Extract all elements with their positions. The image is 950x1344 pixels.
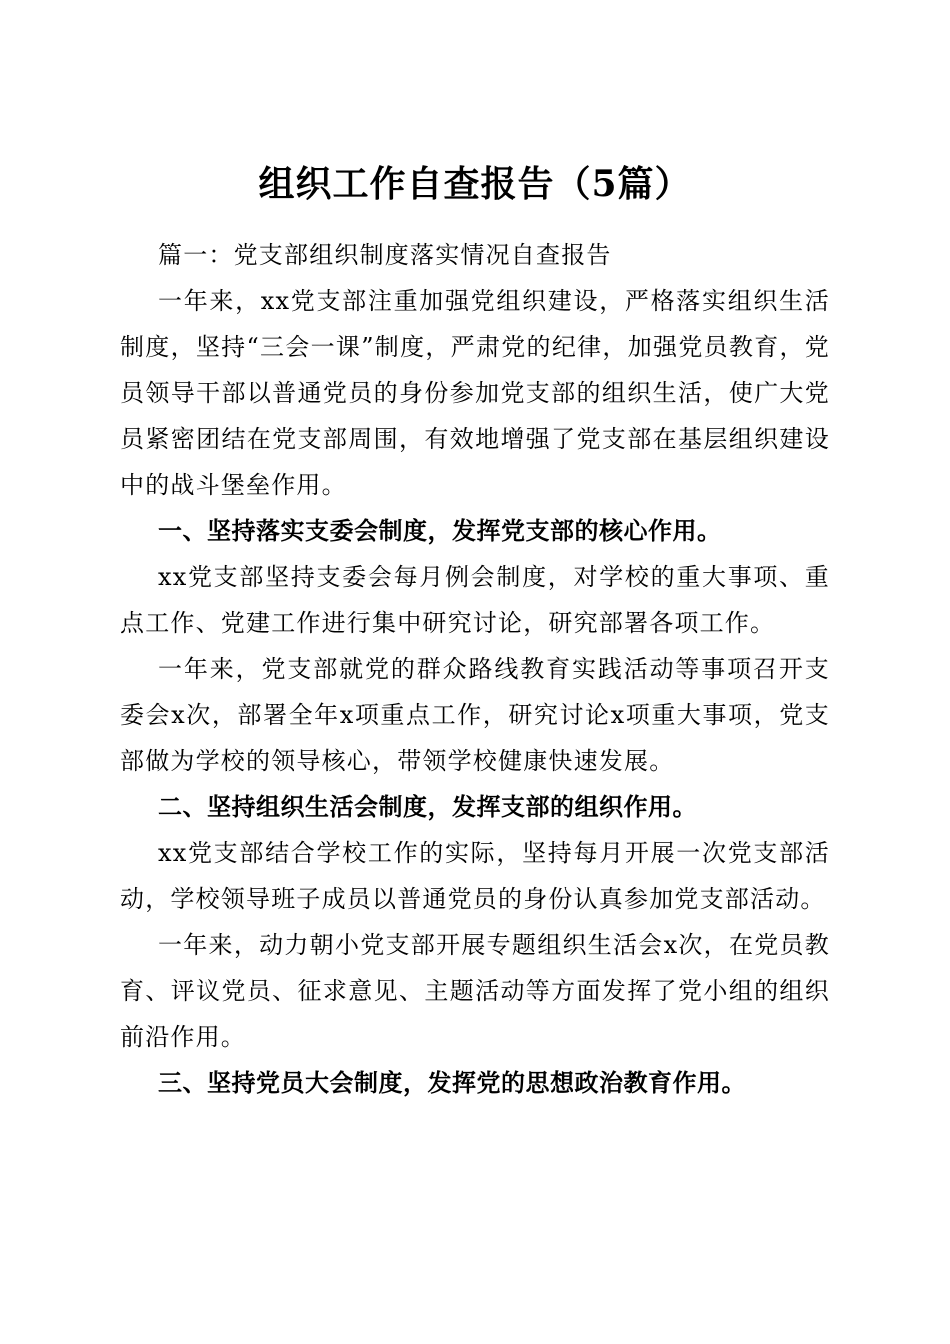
body-paragraph: 一年来，xx党支部注重加强党组织建设，严格落实组织生活制度，坚持“三会一课”制度，严肃党的纪律，加强党员教育，党员领导干部以普通党员的身份参加党支部的组织生活，使广大党员紧密团结在党支部周围，有效地增强了党支部在基层组织建设中的战斗堡垒作用。 <box>120 287 830 499</box>
document-body <box>120 232 830 1106</box>
document-title: 组织工作自查报告（5篇） <box>258 163 692 206</box>
body-paragraph: 一年来，动力朝小党支部开展专题组织生活会x次，在党员教育、评议党员、征求意见、主题活动等方面发挥了党小组的组织前沿作用。 <box>120 931 830 1051</box>
section-heading: 三、坚持党员大会制度，发挥党的思想政治教育作用。 <box>158 1069 746 1097</box>
body-paragraph: xx党支部结合学校工作的实际，坚持每月开展一次党支部活动，学校领导班子成员以普通党员的身份认真参加党支部活动。 <box>120 839 830 913</box>
section-subtitle: 篇一：党支部组织制度落实情况自查报告 <box>158 241 612 269</box>
section-heading: 一、坚持落实支委会制度，发挥党支部的核心作用。 <box>158 517 722 545</box>
body-paragraph: xx党支部坚持支委会每月例会制度，对学校的重大事项、重点工作、党建工作进行集中研究讨论，研究部署各项工作。 <box>120 563 830 637</box>
section-heading: 二、坚持组织生活会制度，发挥支部的组织作用。 <box>158 793 697 821</box>
body-paragraph: 一年来，党支部就党的群众路线教育实践活动等事项召开支委会x次，部署全年x项重点工作，研究讨论x项重大事项，党支部做为学校的领导核心，带领学校健康快速发展。 <box>120 655 830 775</box>
